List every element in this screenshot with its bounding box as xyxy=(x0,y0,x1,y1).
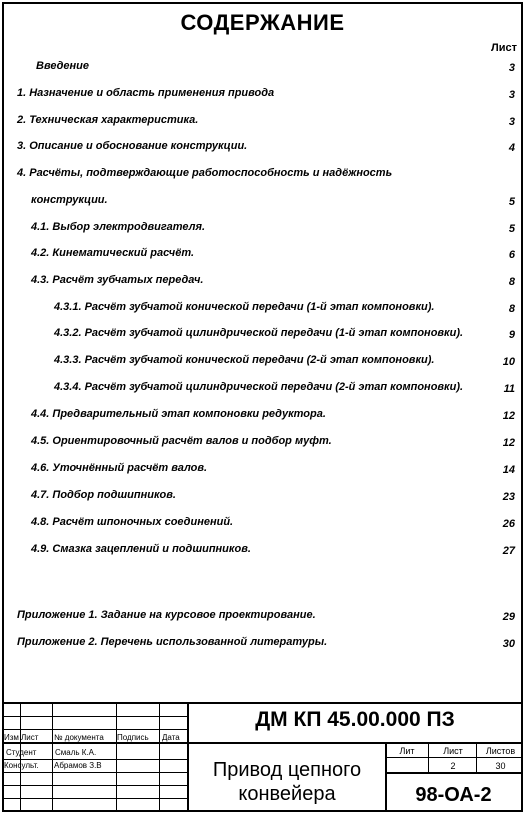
document-name xyxy=(189,758,385,806)
document-code: ДМ КП 45.00.000 ПЗ xyxy=(255,708,455,731)
toc-item xyxy=(4,381,521,397)
toc-item-text: 4.3.1. Расчёт зубчатой конической передачи (1-й этап компоновки). xyxy=(54,301,435,313)
toc-item-page: 27 xyxy=(502,545,515,557)
toc-item-page: 6 xyxy=(508,249,515,261)
toc-item xyxy=(4,274,521,290)
header-doc-no: № документа xyxy=(54,733,104,742)
toc-item-page: 3 xyxy=(508,89,515,101)
toc-item xyxy=(4,408,521,424)
toc-item xyxy=(4,543,521,559)
title-block xyxy=(4,702,521,812)
toc-item xyxy=(4,516,521,532)
toc-item-text: 4.3.3. Расчёт зубчатой конической передачи (2-й этап компоновки). xyxy=(54,354,435,366)
toc-item-page: 11 xyxy=(503,383,515,395)
toc-item-page: 12 xyxy=(502,437,515,449)
toc-item xyxy=(4,140,521,156)
document-sheet xyxy=(2,2,523,812)
toc-item-page: 26 xyxy=(502,518,515,530)
toc-item-page: 8 xyxy=(508,276,515,288)
toc-item-text: 4.3. Расчёт зубчатых передач. xyxy=(31,274,204,286)
toc-item-text: 4.3.2. Расчёт зубчатой цилиндрической передачи (1-й этап компоновки). xyxy=(54,327,464,339)
toc-item-page: 14 xyxy=(502,464,515,476)
toc-item-text: Введение xyxy=(36,60,89,72)
toc-item xyxy=(4,60,521,76)
page-title: СОДЕРЖАНИЕ xyxy=(180,10,345,35)
sheets-value: 30 xyxy=(495,761,506,771)
toc-item-text: 4. Расчёты, подтверждающие работоспособность и надёжность xyxy=(17,167,393,179)
document-name-line2: конвейера xyxy=(238,783,336,805)
toc-item xyxy=(4,354,521,370)
divider xyxy=(187,742,521,744)
sheet-value: 2 xyxy=(450,761,456,771)
toc-appendix xyxy=(4,609,521,625)
header-sign: Подпись xyxy=(117,733,149,742)
toc-item-page: 23 xyxy=(502,491,515,503)
toc-item-text: Приложение 1. Задание на курсовое проектирование. xyxy=(17,609,316,621)
toc-item xyxy=(4,301,521,317)
toc-item-page: 5 xyxy=(508,223,515,235)
consult-role: Консульт. xyxy=(4,761,39,770)
divider xyxy=(4,702,521,704)
toc-item-text: 4.3.4. Расчёт зубчатой цилиндрической передачи (2-й этап компоновки). xyxy=(54,381,464,393)
toc-item-text: 4.8. Расчёт шпоночных соединений. xyxy=(31,516,234,528)
toc-item-text: конструкции. xyxy=(31,194,108,206)
toc-item-page: 12 xyxy=(502,410,515,422)
toc-item xyxy=(4,489,521,505)
toc-appendix xyxy=(4,636,521,652)
sheets-label: Листов xyxy=(485,746,516,756)
toc-item-text: Приложение 2. Перечень использованной литературы. xyxy=(17,636,328,648)
toc-item-page: 10 xyxy=(502,356,515,368)
toc-item-text: 1. Назначение и область применения привода xyxy=(17,87,275,99)
toc-item xyxy=(4,247,521,263)
toc-item-page: 3 xyxy=(508,62,515,74)
toc-item-text: 4.7. Подбор подшипников. xyxy=(31,489,176,501)
group-code: 98-ОА-2 xyxy=(415,784,492,806)
toc-item-text: 4.2. Кинематический расчёт. xyxy=(31,247,195,259)
header-date: Дата xyxy=(162,733,180,742)
toc-item xyxy=(4,167,521,183)
sheet-label: Лист xyxy=(443,746,463,756)
toc-item-page: 3 xyxy=(508,116,515,128)
toc-item xyxy=(4,462,521,478)
header-izm: Изм xyxy=(4,733,19,742)
toc-item-text: 4.4. Предварительный этап компоновки редуктора. xyxy=(31,408,326,420)
toc-item-text: 4.6. Уточнённый расчёт валов. xyxy=(31,462,208,474)
lit-label: Лит xyxy=(399,746,415,756)
toc-item-page: 4 xyxy=(508,142,515,154)
toc-item-text: 4.1. Выбор электродвигателя. xyxy=(31,221,205,233)
toc-item xyxy=(4,327,521,343)
toc-item xyxy=(4,114,521,130)
toc-item-page: 8 xyxy=(508,303,515,315)
toc-item-page: 5 xyxy=(508,196,515,208)
toc-item-page: 29 xyxy=(502,611,515,623)
toc-item-text: 4.9. Смазка зацеплений и подшипников. xyxy=(31,543,251,555)
toc-item xyxy=(4,194,521,210)
toc-item-text: 3. Описание и обоснование конструкции. xyxy=(17,140,248,152)
sheet-column-label: Лист xyxy=(491,42,517,54)
toc-item-page: 30 xyxy=(502,638,515,650)
toc-item-text: 2. Техническая характеристика. xyxy=(17,114,199,126)
consult-name: Абрамов З.В xyxy=(54,761,102,770)
header-list: Лист xyxy=(21,733,39,742)
toc-item xyxy=(4,221,521,237)
toc-item-page: 9 xyxy=(508,329,515,341)
student-role: Студент xyxy=(6,748,37,757)
document-name-line1: Привод цепного xyxy=(212,759,362,781)
student-name: Смаль К.А. xyxy=(55,748,97,757)
toc-item xyxy=(4,435,521,451)
toc-item-text: 4.5. Ориентировочный расчёт валов и подбор муфт. xyxy=(31,435,332,447)
toc-item xyxy=(4,87,521,103)
